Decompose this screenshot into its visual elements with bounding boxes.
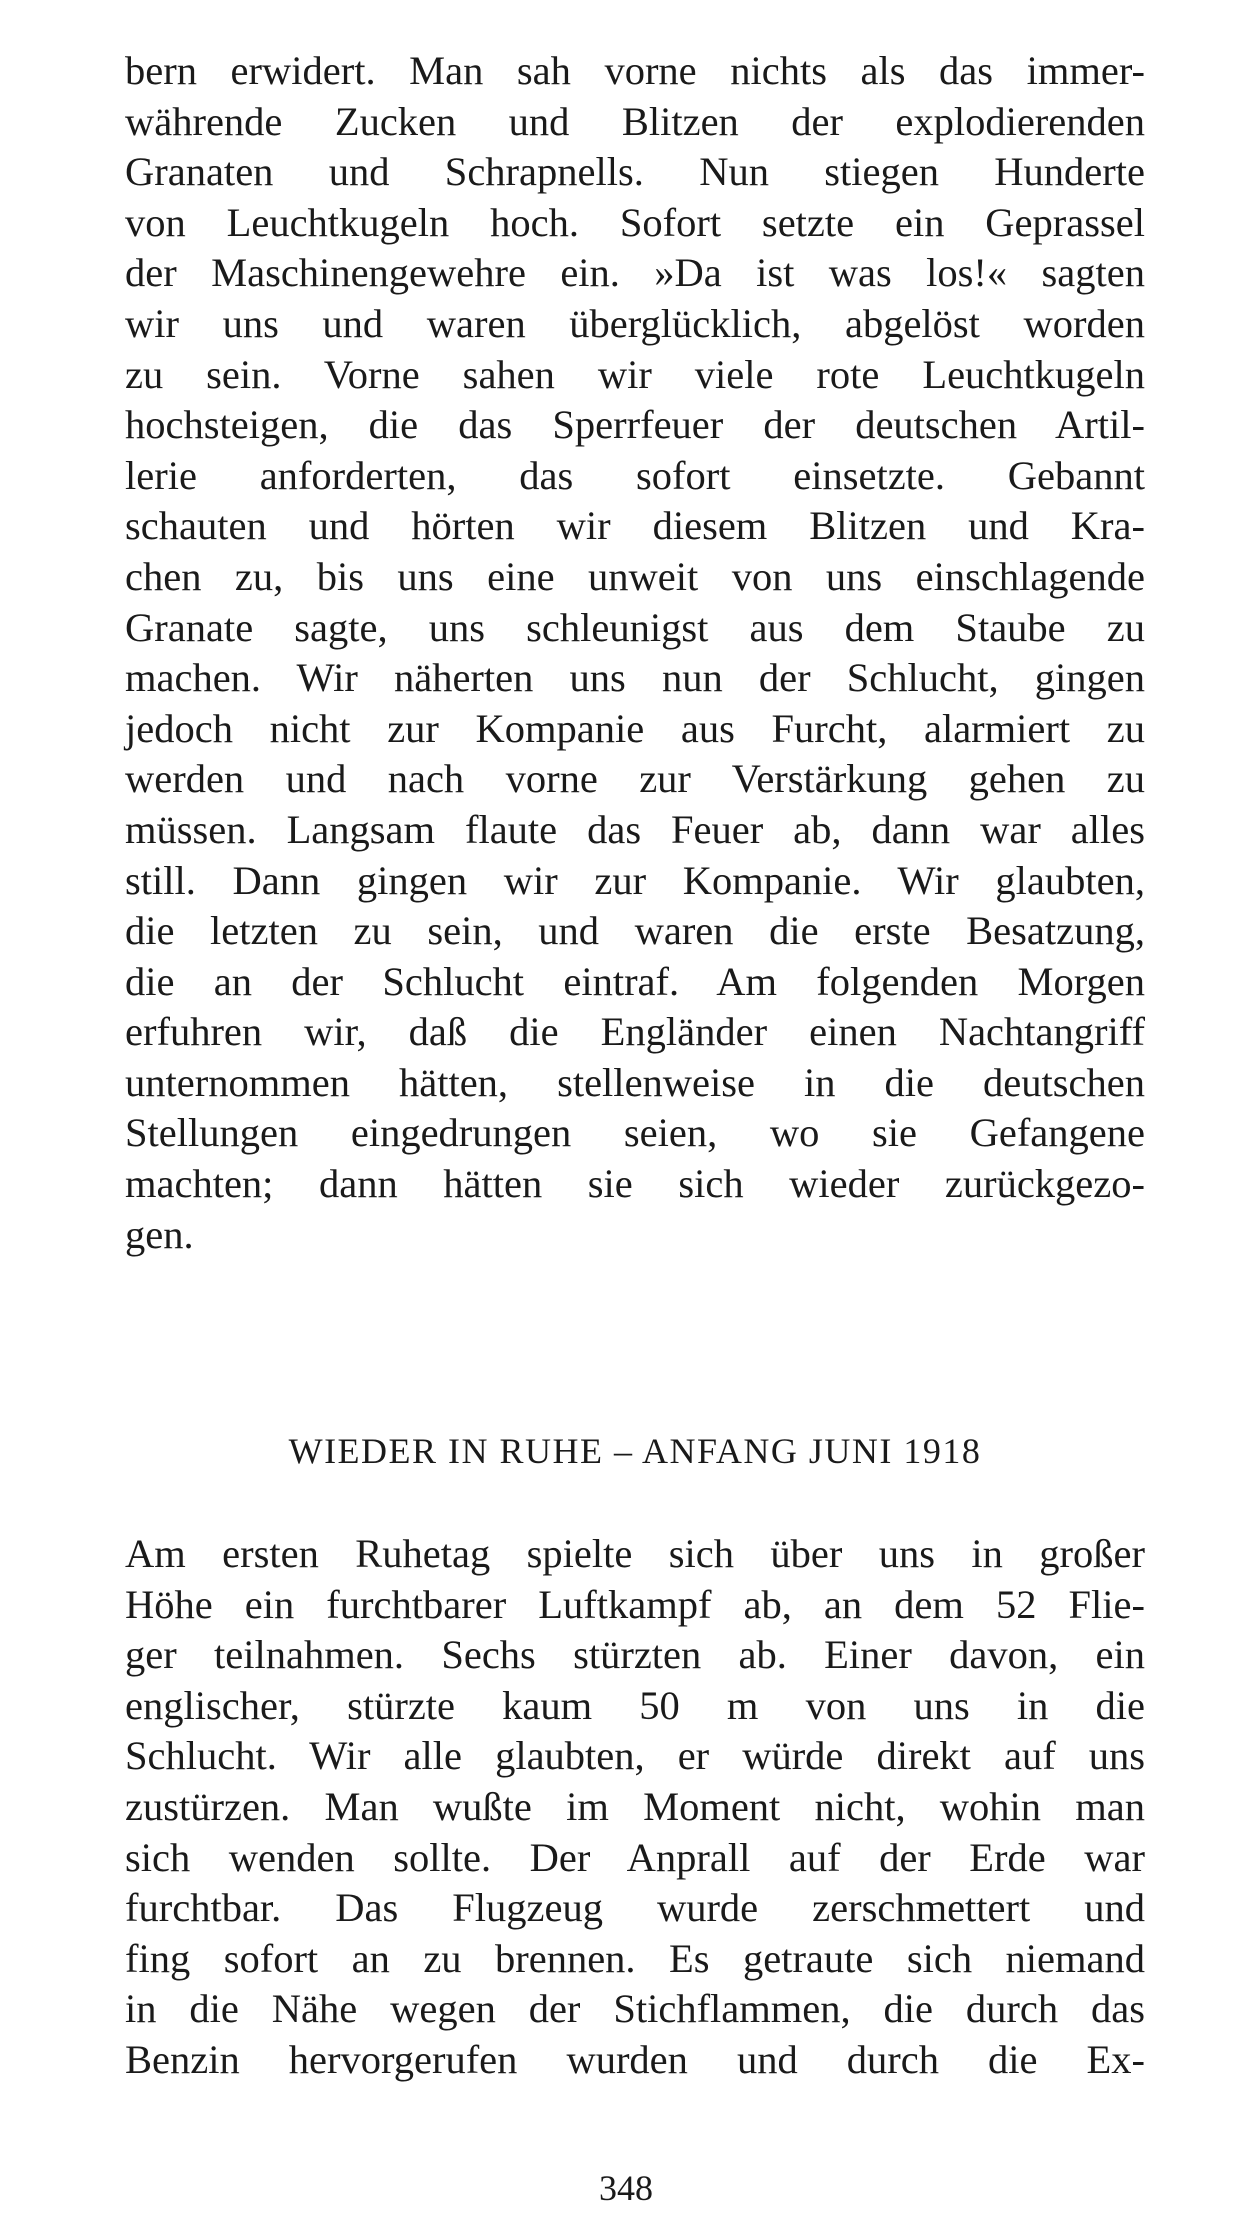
text-line: währende Zucken und Blitzen der explodierenden xyxy=(125,98,1145,144)
text-line: Stellungen eingedrungen seien, wo sie Gefangene xyxy=(125,1110,1145,1156)
text-line: zustürzen. Man wußte im Moment nicht, wohin man xyxy=(125,1783,1145,1829)
text-line: ger teilnahmen. Sechs stürzten ab. Einer davon, ein xyxy=(125,1632,1145,1678)
text-line: Höhe ein furchtbarer Luftkampf ab, an dem 52 Flie- xyxy=(125,1581,1145,1627)
text-line: in die Nähe wegen der Stichflammen, die durch das xyxy=(125,1986,1145,2032)
text-line: unternommen hätten, stellenweise in die deutschen xyxy=(125,1059,1145,1105)
text-line: wir uns und waren überglücklich, abgelöst worden xyxy=(125,300,1145,346)
passage-section xyxy=(125,1529,1145,2086)
text-line: erfuhren wir, daß die Engländer einen Nachtangriff xyxy=(125,1009,1145,1055)
text-line: Granaten und Schrapnells. Nun stiegen Hunderte xyxy=(125,149,1145,195)
text-line: fing sofort an zu brennen. Es getraute sich niemand xyxy=(125,1935,1145,1981)
text-line: machen. Wir näherten uns nun der Schlucht, gingen xyxy=(125,655,1145,701)
text-line: bern erwidert. Man sah vorne nichts als das immer- xyxy=(125,48,1145,93)
text-line: schauten und hörten wir diesem Blitzen und Kra- xyxy=(125,503,1145,549)
text-line: hochsteigen, die das Sperrfeuer der deutschen Artil- xyxy=(125,402,1145,448)
text-line: lerie anforderten, das sofort einsetzte. Gebannt xyxy=(125,452,1145,498)
text-line: werden und nach vorne zur Verstärkung gehen zu xyxy=(125,756,1145,802)
text-line: müssen. Langsam flaute das Feuer ab, dann war alles xyxy=(125,806,1145,852)
text-line: Am ersten Ruhetag spielte sich über uns in großer xyxy=(125,1531,1145,1576)
text-line: furchtbar. Das Flugzeug wurde zerschmettert und xyxy=(125,1885,1145,1931)
section-heading: WIEDER IN RUHE – ANFANG JUNI 1918 xyxy=(288,1431,982,1471)
text-line: von Leuchtkugeln hoch. Sofort setzte ein Geprassel xyxy=(125,199,1145,245)
text-line: englischer, stürzte kaum 50 m von uns in die xyxy=(125,1682,1145,1728)
text-line: die letzten zu sein, und waren die erste Besatzung, xyxy=(125,908,1145,954)
text-line: Benzin hervorgerufen wurden und durch die Ex- xyxy=(125,2036,1145,2082)
text-line: sich wenden sollte. Der Anprall auf der Erde war xyxy=(125,1834,1145,1880)
text-line: gen. xyxy=(125,1211,194,1257)
text-line: zu sein. Vorne sahen wir viele rote Leuchtkugeln xyxy=(125,351,1145,397)
text-line: Schlucht. Wir alle glaubten, er würde direkt auf uns xyxy=(125,1733,1145,1779)
text-line: die an der Schlucht eintraf. Am folgenden Morgen xyxy=(125,958,1145,1004)
text-line: still. Dann gingen wir zur Kompanie. Wir glaubten, xyxy=(125,857,1145,903)
text-line: Granate sagte, uns schleunigst aus dem Staube zu xyxy=(125,604,1145,650)
text-line: machten; dann hätten sie sich wieder zurückgezo- xyxy=(125,1161,1145,1207)
passage-continued xyxy=(125,46,1145,1260)
text-line: chen zu, bis uns eine unweit von uns einschlagende xyxy=(125,553,1145,599)
page-number: 348 xyxy=(599,2168,653,2208)
text-line: der Maschinengewehre ein. »Da ist was los!« sagten xyxy=(125,250,1145,296)
text-line: jedoch nicht zur Kompanie aus Furcht, alarmiert zu xyxy=(125,705,1145,751)
